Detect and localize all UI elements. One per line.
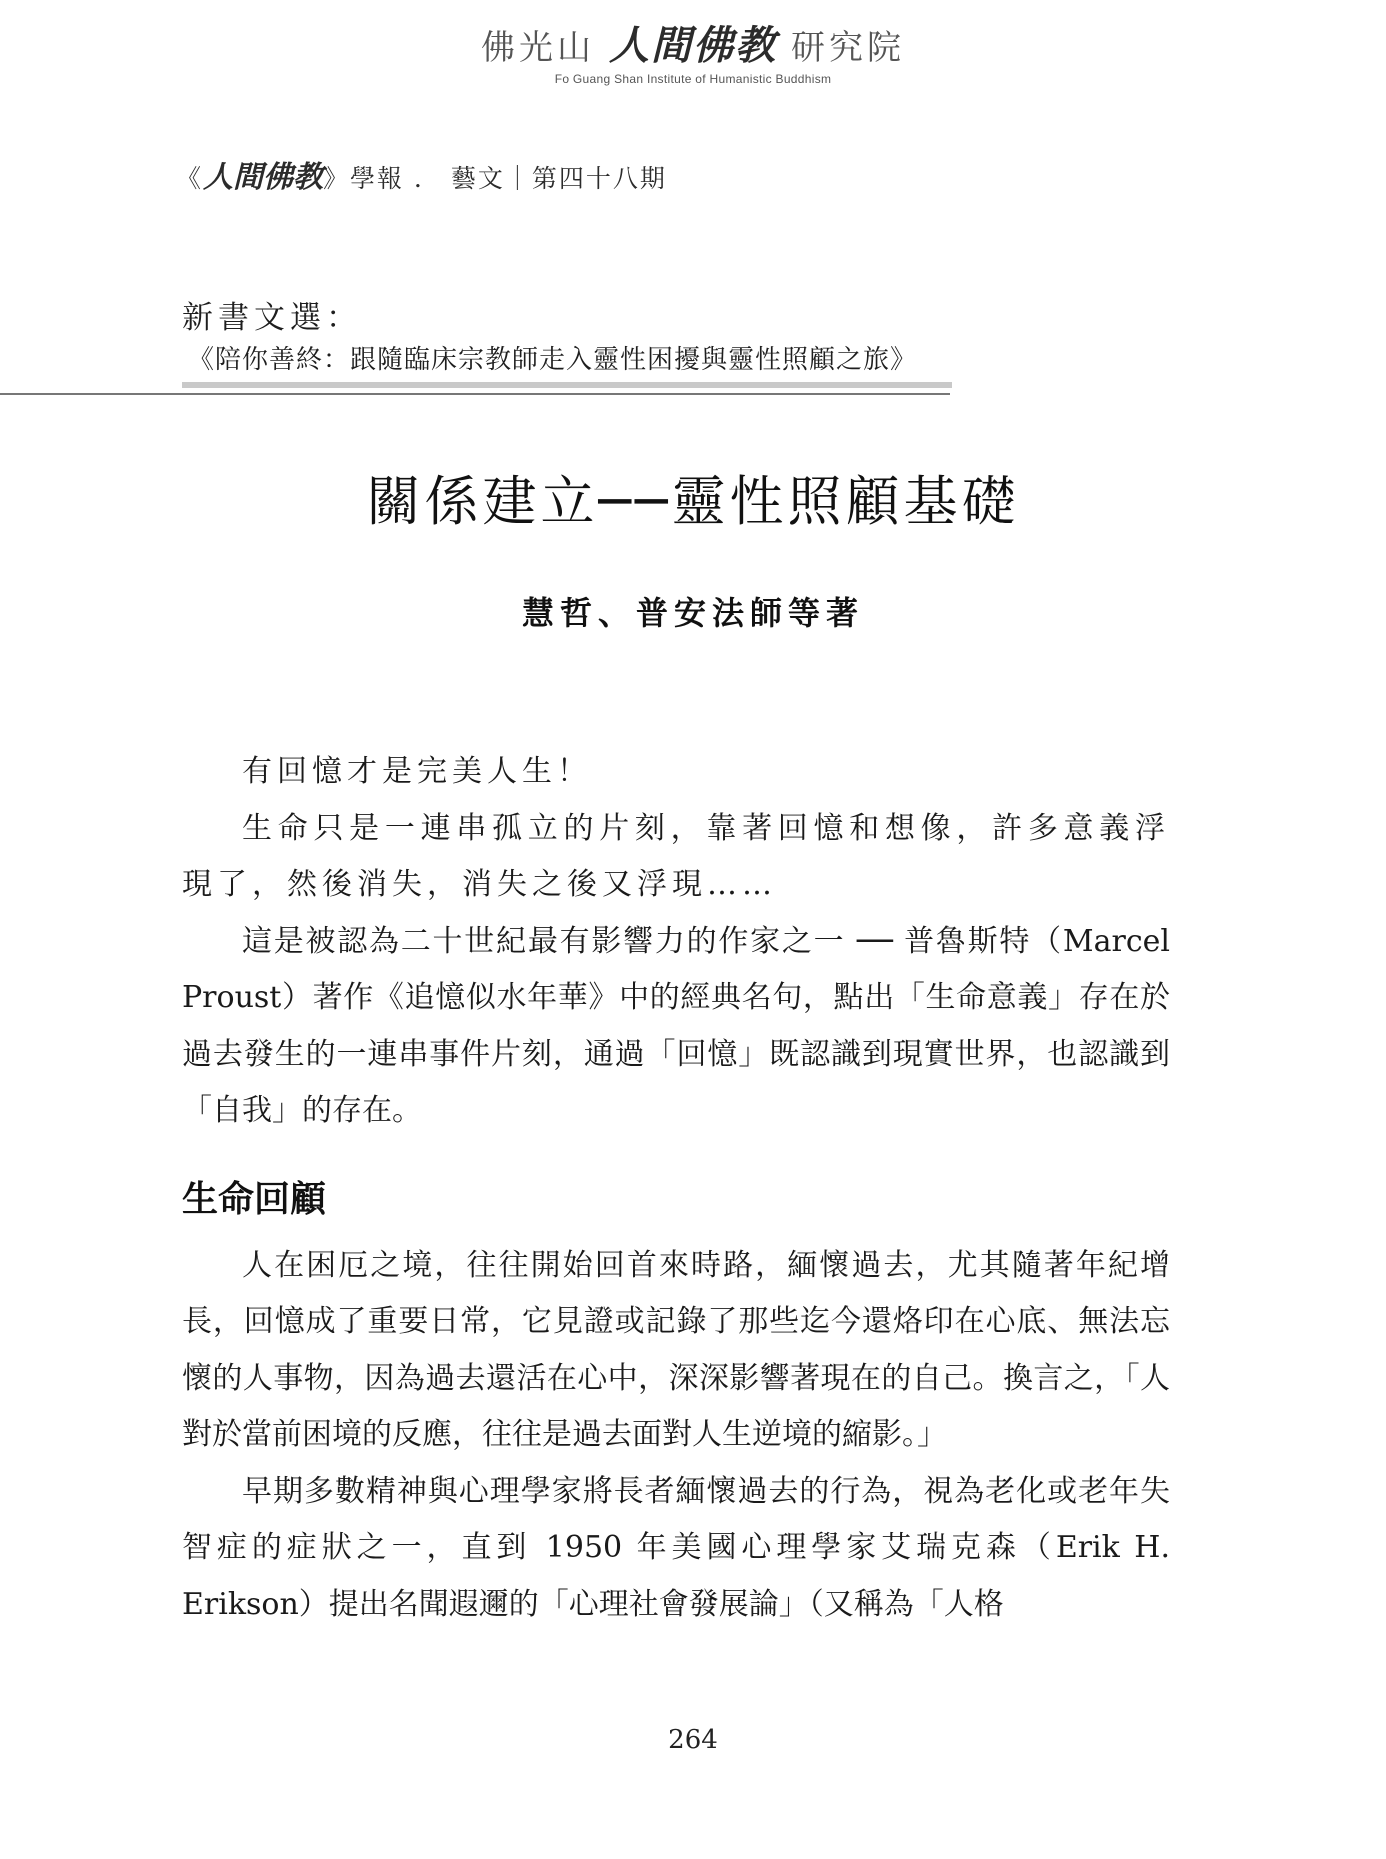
column-book-title: 《陪你善終：跟隨臨床宗教師走入靈性困擾與靈性照顧之旅》	[188, 345, 918, 375]
institute-english-name: Fo Guang Shan Institute of Humanistic Buddhism	[554, 72, 832, 86]
body-paragraph-4: 人在困厄之境，往往開始回首來時路，緬懷過去，尤其隨著年紀增長，回憶成了重要日常，它見證或記錄了那些迄今還烙印在心底、無法忘懷的人事物，因為過去還活在心中，深深影響著現在的自己。換言之，「人對於當前困境的反應，往往是過去面對人生逆境的縮影。」	[182, 1247, 1170, 1452]
journal-issue: 》學報 ． 藝文｜第四十八期	[323, 164, 667, 193]
body-paragraph-3: 這是被認為二十世紀最有影響力的作家之一 ── 普魯斯特（Marcel Proust）著作《追憶似水年華》中的經典名句，點出「生命意義」存在於過去發生的一連串事件片刻，通過「回憶」既認識到現實世界，也認識到「自我」的存在。	[182, 923, 1170, 1128]
page-number: 264	[668, 1725, 718, 1755]
journal-open-bracket: 《	[176, 164, 204, 193]
body-paragraph-2: 生命只是一連串孤立的片刻，靠著回憶和想像，許多意義浮現了，然後消失，消失之後又浮現……	[182, 810, 1170, 902]
body-paragraph-1: 有回憶才是完美人生！	[242, 754, 592, 789]
journal-brand-calligraphy: 人間佛教	[203, 160, 324, 195]
article-title: 關係建立──靈性照顧基礎	[366, 470, 1020, 533]
column-block	[182, 296, 917, 380]
journal-running-head	[176, 158, 667, 199]
institute-suffix: 研究院	[791, 28, 905, 68]
institute-name	[0, 20, 1386, 74]
article-body	[182, 744, 1170, 1633]
page-header	[0, 20, 1386, 86]
institute-brand-calligraphy: 人間佛教	[609, 22, 777, 69]
section-heading: 生命回顧	[182, 1178, 327, 1220]
article-author: 慧哲、普安法師等著	[521, 594, 864, 632]
header-rule-thick	[182, 382, 952, 388]
body-paragraph-5: 早期多數精神與心理學家將長者緬懷過去的行為，視為老化或老年失智症的症狀之一，直到 1950 年美國心理學家艾瑞克森（Erik H. Erikson）提出名聞遐邇的「心理社會發展論」（又稱為「人格	[182, 1473, 1170, 1622]
header-rule-thin	[0, 393, 950, 395]
institute-prefix: 佛光山	[481, 28, 595, 68]
column-label: 新書文選：	[182, 300, 362, 336]
